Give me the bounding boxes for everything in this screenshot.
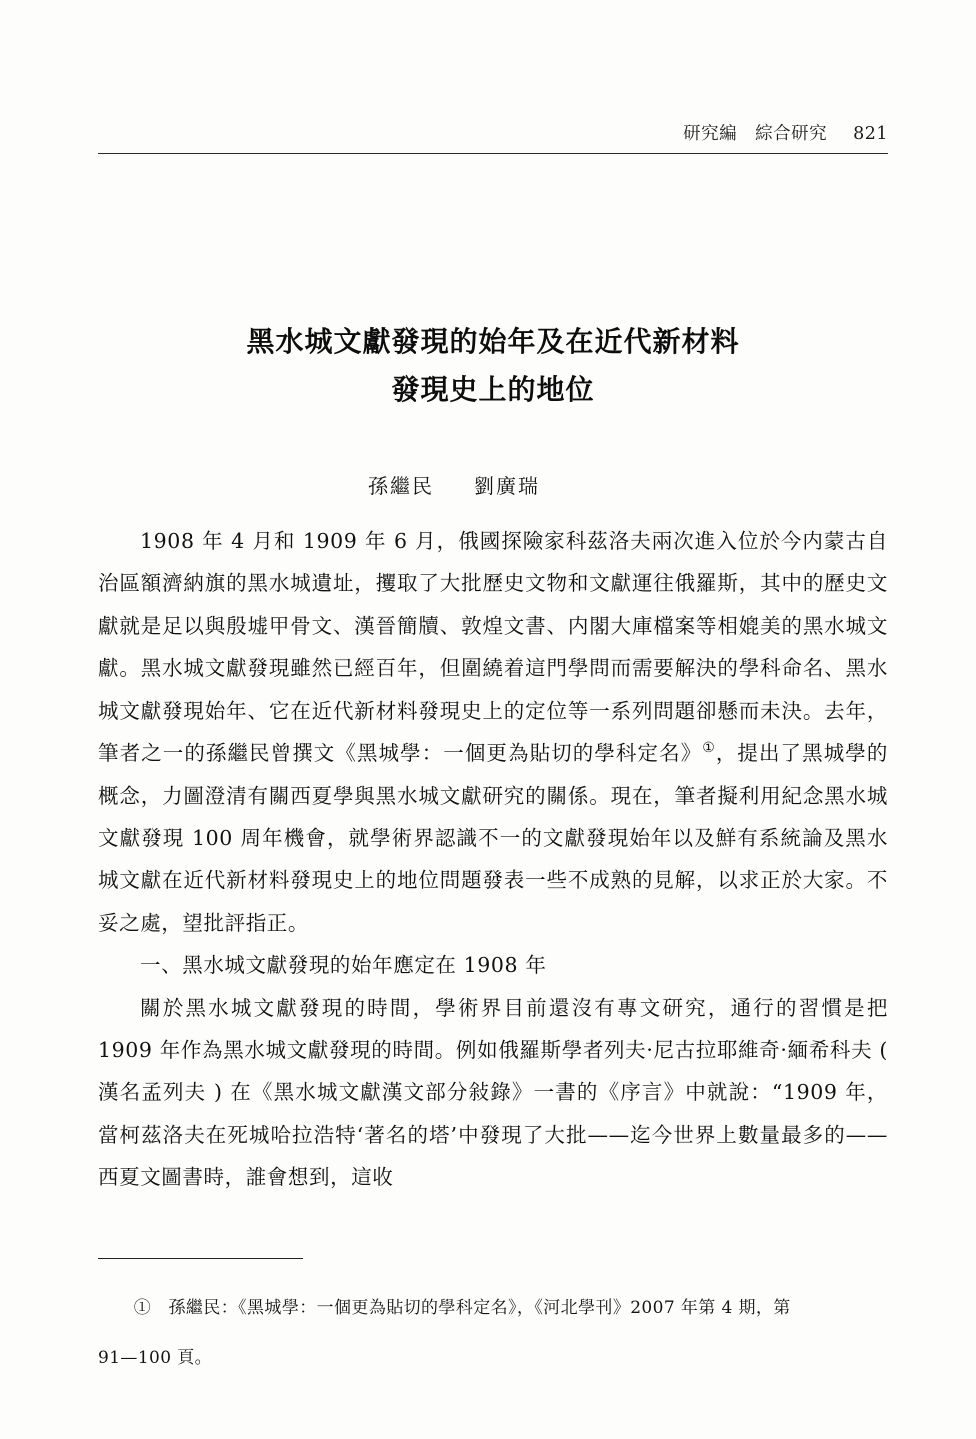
article-title (98, 318, 888, 414)
footnote-text: 孫繼民：《黑城學：一個更為貼切的學科定名》，《河北學刊》2007 年第 4 期，第 (168, 1298, 791, 1318)
footnote-reference-1[interactable]: ① (702, 740, 716, 757)
header-divider (98, 153, 888, 154)
paragraph-2: 關於黑水城文獻發現的時間，學術界目前還沒有專文研究，通行的習慣是把 1909 年作為黑水城文獻發現的時間。例如俄羅斯學者列夫·尼古拉耶維奇·緬希科夫 ( 漢名孟列夫 ) 在《黑水城文獻漢文部分敍錄》一書的《序言》中就說：“1909 年，當柯茲洛夫在死城哈拉浩特‘著名的塔’中發現了大批——迄今世界上數量最多的——西夏文圖書時，誰會想到，這收 (98, 995, 888, 1190)
section-heading-1: 一、黑水城文獻發現的始年應定在 1908 年 (140, 953, 547, 978)
running-head (98, 120, 888, 145)
footnote-line-1 (98, 1292, 888, 1325)
author-second: 劉廣瑞 (474, 474, 540, 498)
page-number: 821 (853, 124, 888, 144)
running-head-subsection: 綜合研究 (755, 124, 828, 144)
footnote-line-2: 91—100 頁。 (98, 1348, 213, 1369)
paragraph-1 (98, 520, 888, 944)
running-head-section: 研究編 (683, 124, 738, 144)
paragraph-1-text: 1908 年 4 月和 1909 年 6 月，俄國探險家科茲洛夫兩次進入位於今内蒙古自治區額濟納旗的黑水城遺址，攫取了大批歷史文物和文獻運往俄羅斯，其中的歷史文獻就是足以與殷墟甲骨文、漢晉簡牘、敦煌文書、内閣大庫檔案等相媲美的黑水城文獻。黑水城文獻發現雖然已經百年，但圍繞着這門學問而需要解決的學科命名、黑水城文獻發現始年、它在近代新材料發現史上的定位等一系列問題卻懸而未決。去年，筆者之一的孫繼民曾撰文《黑城學：一個更為貼切的學科定名》 (98, 529, 888, 766)
author-byline (98, 470, 888, 499)
footnote-block (98, 1275, 888, 1392)
footnote-divider (98, 1258, 303, 1259)
article-title-line2: 發現史上的地位 (391, 373, 595, 407)
footnote-marker: ① (133, 1298, 152, 1318)
article-body (98, 520, 888, 1199)
author-first: 孫繼民 (368, 474, 434, 498)
article-title-line1: 黑水城文獻發現的始年及在近代新材料 (246, 325, 740, 358)
paragraph-1-continued: ，提出了黑城學的概念，力圖澄清有關西夏學與黑水城文獻研究的關係。現在，筆者擬利用紀念黑水城文獻發現 100 周年機會，就學術界認識不一的文獻發現始年以及鮮有系統論及黑水城文獻在近代新材料發現史上的地位問題發表一些不成熟的見解，以求正於大家。不妥之處，望批評指正。 (98, 741, 888, 935)
page-content-area (98, 0, 888, 1439)
